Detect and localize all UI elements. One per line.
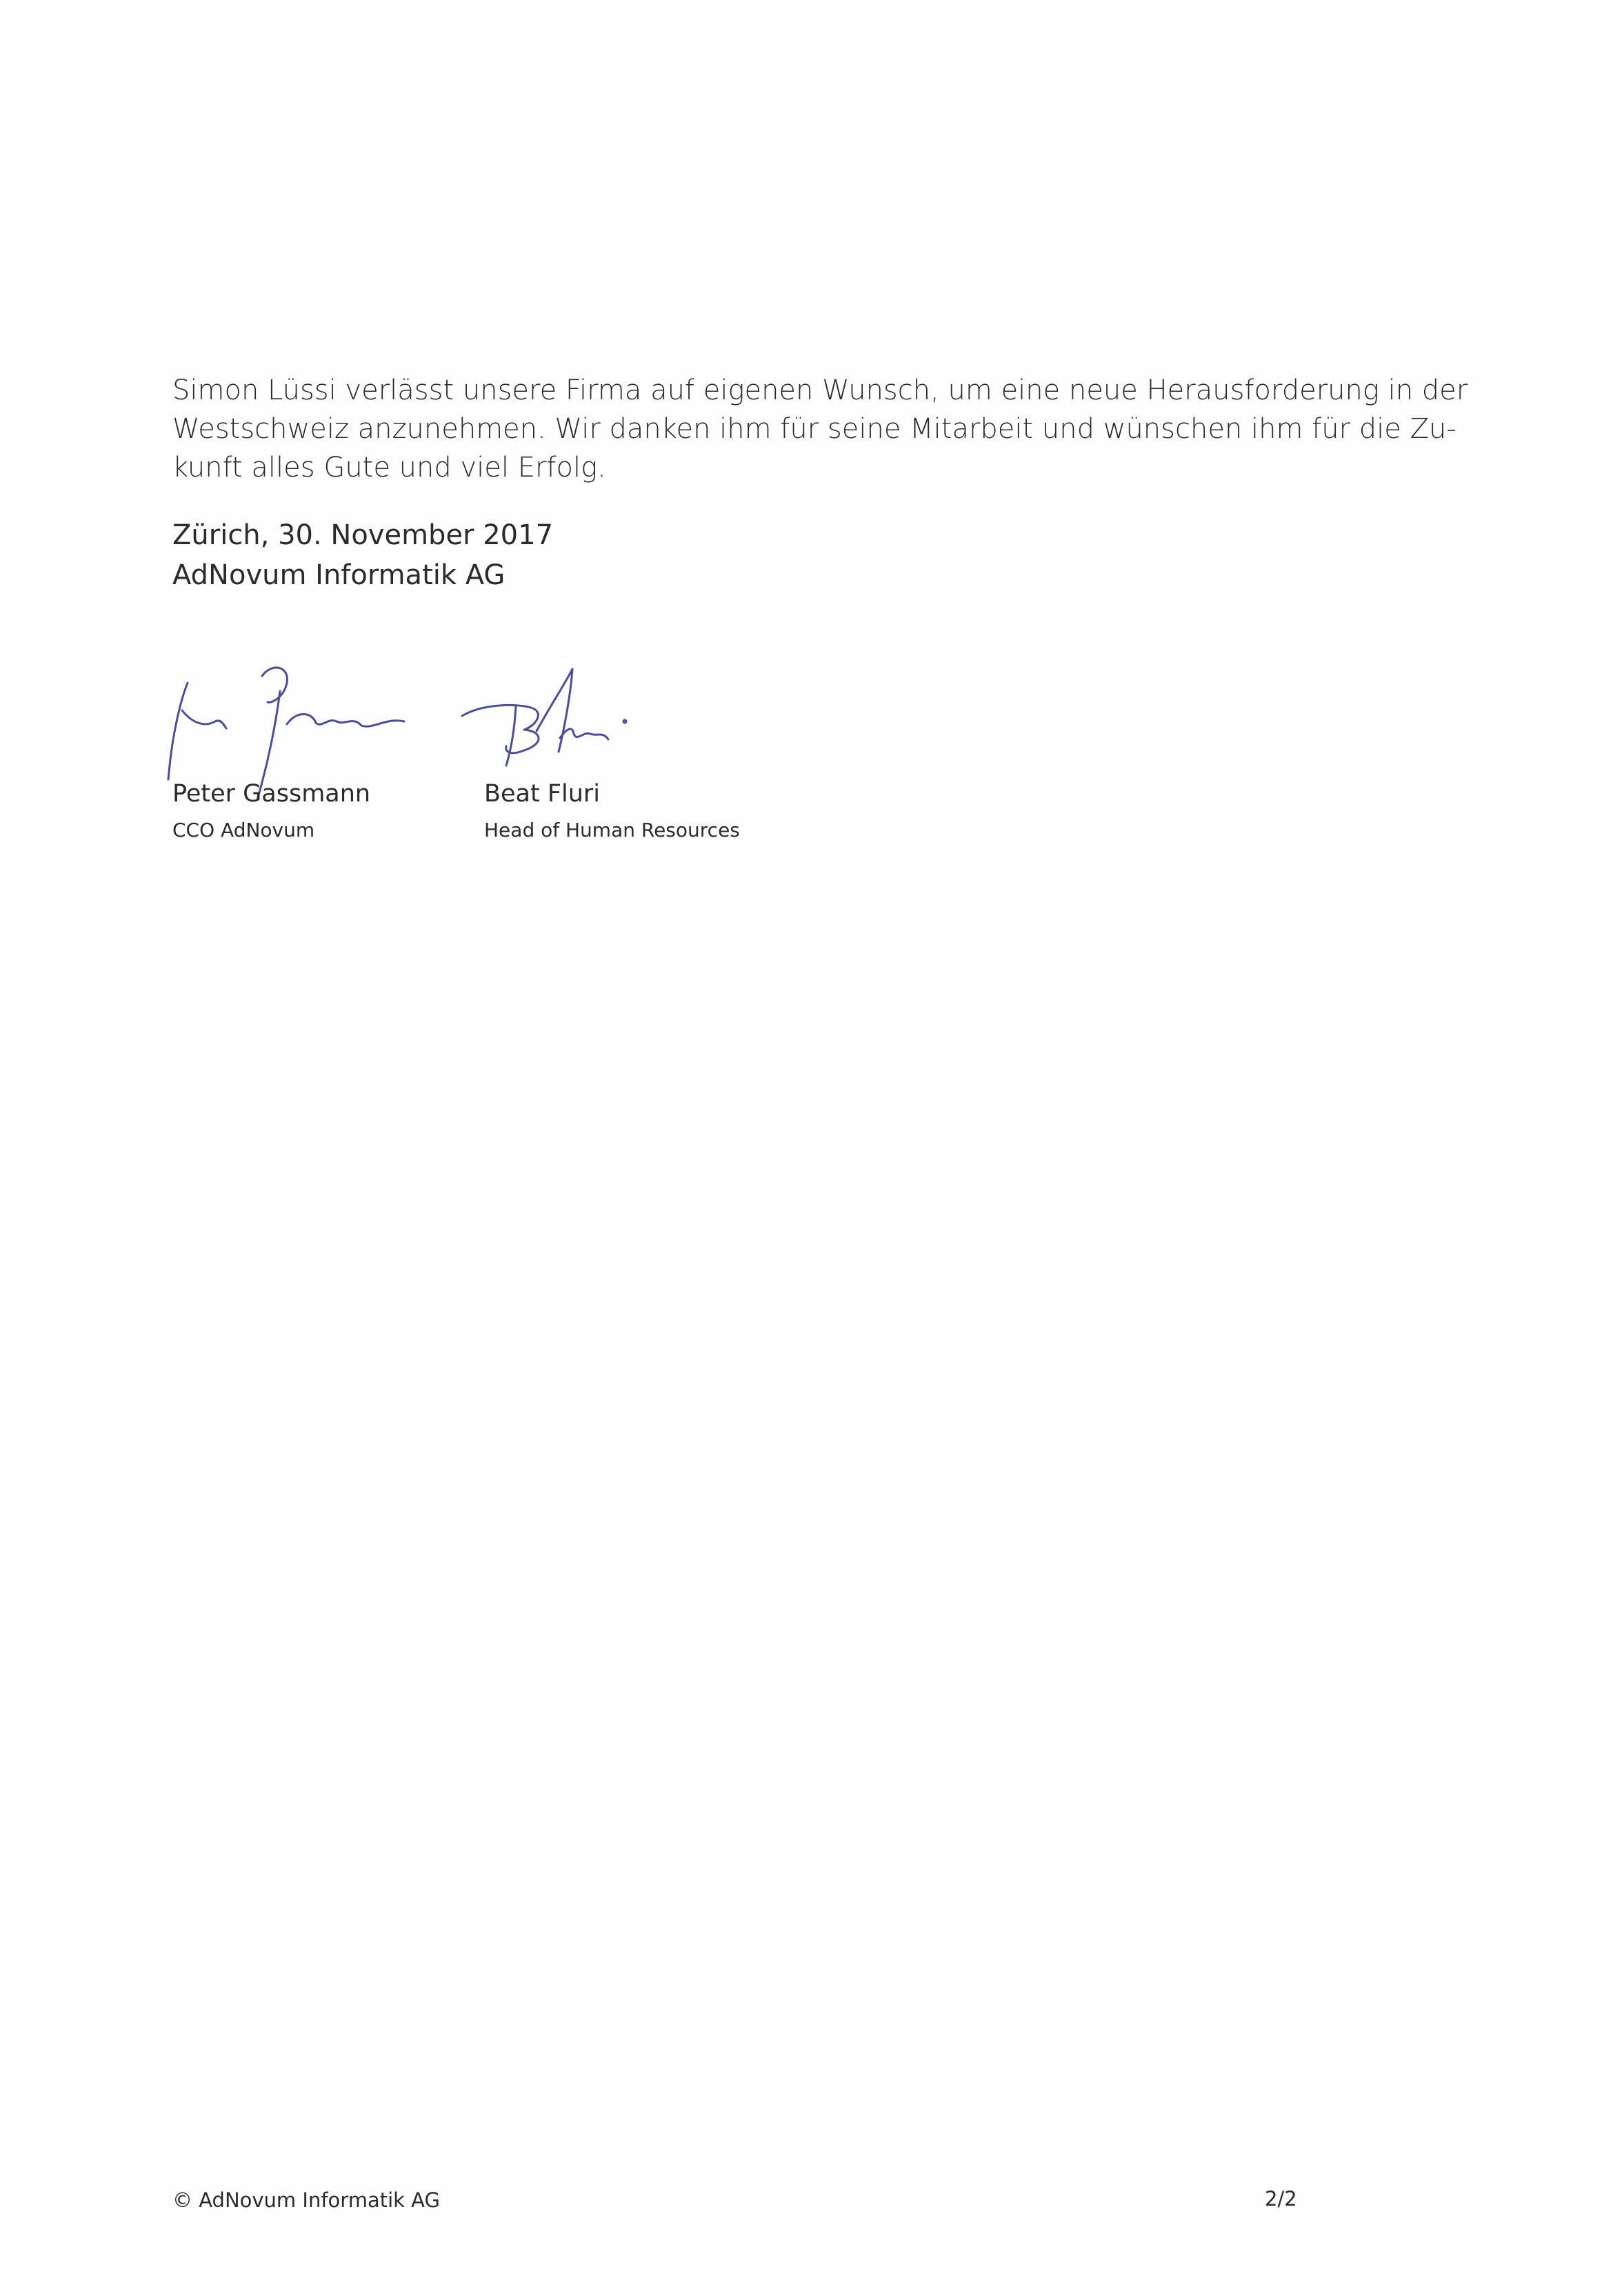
page-number: 2/2 <box>1265 2187 1297 2210</box>
signatory-title: CCO AdNovum <box>172 819 315 841</box>
body-line: Simon Lüssi verlässt unsere Firma auf eigenen Wunsch, um eine neue Herausforderung in der <box>172 375 1468 406</box>
letter-body <box>172 371 1468 487</box>
signatory-name: Peter Gassmann <box>172 780 371 808</box>
signatory-left <box>172 778 370 846</box>
body-line: Westschweiz anzunehmen. Wir danken ihm für seine Mitarbeit und wünschen ihm für die Zu- <box>172 413 1456 445</box>
signatory-name: Beat Fluri <box>484 780 600 808</box>
signatory-right <box>484 778 740 846</box>
footer-copyright: © AdNovum Informatik AG <box>172 2188 440 2212</box>
place-date: Zürich, 30. November 2017 <box>172 519 554 551</box>
signatory-title: Head of Human Resources <box>484 819 740 841</box>
body-line: kunft alles Gute und viel Erfolg. <box>172 452 606 483</box>
company-name: AdNovum Informatik AG <box>172 559 505 591</box>
